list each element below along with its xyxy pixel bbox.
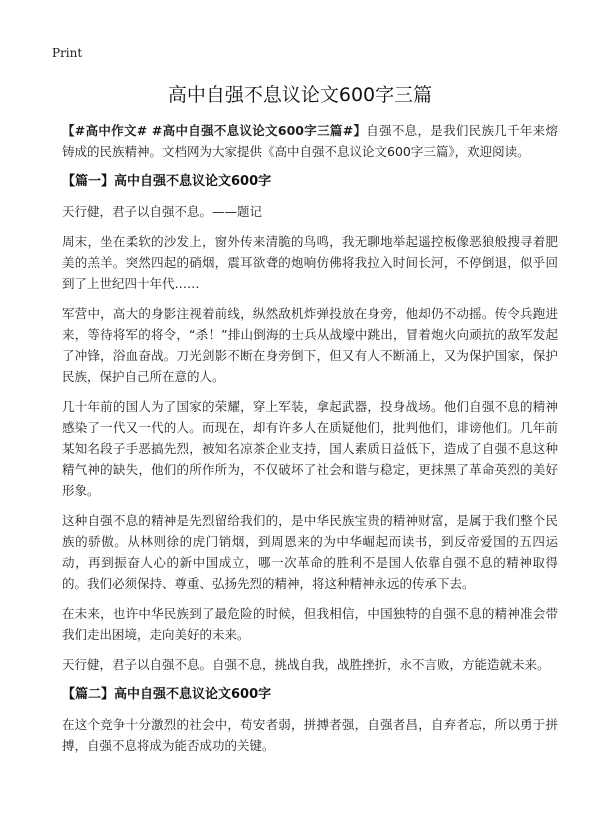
article-body bbox=[62, 120, 558, 765]
paragraph: 几十年前的国人为了国家的荣耀，穿上军装，拿起武器，投身战场。他们自强不息的精神感染了一代又一代的人。而现在，却有许多人在质疑他们，批判他们，诽谤他们。几年前某知名段子手恶搞先烈，被知名凉茶企业支持，国人素质日益低下，造成了自强不息这种精气神的缺失，他们的所作所为，不仅破坏了社会和谐与稳定，更抹黑了革命英烈的美好形象。 bbox=[62, 399, 558, 498]
section-heading-1: 【篇一】高中自强不息议论文600字 bbox=[62, 174, 272, 189]
intro-paragraph bbox=[62, 120, 558, 162]
page-title: 高中自强不息议论文600字三篇 bbox=[167, 84, 433, 106]
paragraph: 天行健，君子以自强不息。——题记 bbox=[62, 204, 263, 219]
paragraph: 在未来，也许中华民族到了最危险的时候，但我相信，中国独特的自强不息的精神准会带我们走出困境，走向美好的未来。 bbox=[62, 606, 558, 642]
paragraph: 在这个竞争十分激烈的社会中，苟安者弱，拼搏者强，自强者昌，自弃者忘，所以勇于拼搏，自强不息将成为能否成功的关键。 bbox=[62, 717, 558, 753]
paragraph: 周末，坐在柔软的沙发上，窗外传来清脆的鸟鸣，我无聊地举起遥控板像恶狼般搜寻着肥美的羔羊。突然四起的硝烟，震耳欲聋的炮响仿佛将我拉入时间长河，不停倒退，似乎回到了上世纪四十年代…… bbox=[62, 234, 558, 291]
print-link[interactable]: Print bbox=[52, 46, 83, 60]
paragraph: 军营中，高大的身影注视着前线，纵然敌机炸弹投放在身旁，他却仍不动摇。传令兵跑进来，等待将军的将令，“杀！”排山倒海的士兵从战壕中跳出，冒着炮火向顽抗的敌军发起了冲锋，浴血奋战。刀光剑影不断在身旁倒下，但又有人不断涌上，又为保护国家，保护民族，保护自己所在意的人。 bbox=[62, 306, 558, 384]
intro-text: 自强不息，是我们民族几千年来熔铸成的民族精神。文档网为大家提供《高中自强不息议论文600字三篇》，欢迎阅读。 bbox=[62, 123, 558, 159]
paragraph: 这种自强不息的精神是先烈留给我们的，是中华民族宝贵的精神财富，是属于我们整个民族的骄傲。从林则徐的虎门销烟，到周恩来的为中华崛起而读书，到反帝爱国的五四运动，再到振奋人心的新中国成立，哪一次革命的胜利不是国人依靠自强不息的精神取得的。我们必须保持、尊重、弘扬先烈的精神，将这种精神永远的传承下去。 bbox=[62, 513, 558, 591]
section-heading-2: 【篇二】高中自强不息议论文600字 bbox=[62, 687, 272, 702]
intro-tag: 【#高中作文# #高中自强不息议论文600字三篇#】 bbox=[62, 123, 367, 138]
paragraph: 天行健，君子以自强不息。自强不息，挑战自我，战胜挫折，永不言败，方能造就未来。 bbox=[62, 657, 550, 672]
